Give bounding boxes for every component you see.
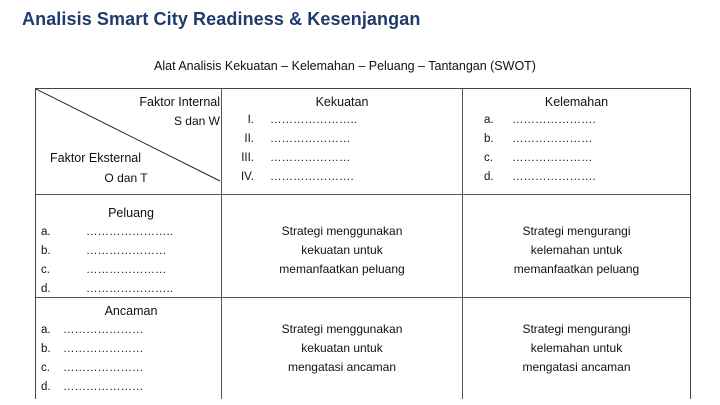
opportunity-list	[41, 223, 173, 299]
list-item: I. …………………..	[247, 114, 357, 126]
threat-title: Ancaman	[104, 304, 158, 318]
external-factor-sub: O dan T	[104, 171, 148, 185]
list-item: c. …………………	[41, 264, 167, 276]
list-item: b. …………………	[484, 133, 593, 145]
list-item: IV. ………………….	[240, 171, 354, 183]
list-item: a. ………………….	[484, 114, 596, 126]
strength-list	[226, 111, 357, 187]
list-item: d. …………………..	[41, 283, 173, 295]
opportunity-title: Peluang	[108, 206, 154, 220]
threat-list	[41, 321, 144, 397]
slide-subtitle: Alat Analisis Kekuatan – Kelemahan – Peluang – Tantangan (SWOT)	[154, 59, 536, 73]
weakness-title: Kelemahan	[544, 95, 609, 109]
swot-matrix	[35, 88, 691, 399]
wt-strategy-cell: Strategi mengurangi kelemahan untuk mengatasi ancaman	[522, 322, 631, 374]
strength-title: Kekuatan	[315, 95, 369, 109]
list-item: d. …………………	[41, 381, 144, 393]
list-item: a. …………………..	[41, 226, 173, 238]
internal-factor-sub: S dan W	[173, 114, 220, 128]
list-item: III. …………………	[241, 152, 351, 164]
slide-title: Analisis Smart City Readiness & Kesenjangan	[22, 9, 421, 29]
list-item: c. …………………	[484, 152, 593, 164]
list-item: a. …………………	[41, 324, 144, 336]
internal-factor-label: Faktor Internal	[139, 95, 220, 109]
so-strategy-cell: Strategi menggunakan kekuatan untuk memanfaatkan peluang	[279, 224, 405, 276]
weakness-list	[484, 111, 596, 187]
external-factor-label: Faktor Eksternal	[50, 151, 142, 165]
list-item: II. …………………	[244, 133, 351, 145]
st-strategy-cell: Strategi menggunakan kekuatan untuk mengatasi ancaman	[281, 322, 403, 374]
list-item: b. …………………	[41, 245, 167, 257]
wo-strategy-cell: Strategi mengurangi kelemahan untuk memanfaatkan peluang	[513, 224, 640, 276]
list-item: b. …………………	[41, 343, 144, 355]
list-item: c. …………………	[41, 362, 144, 374]
list-item: d. ………………….	[484, 171, 596, 183]
